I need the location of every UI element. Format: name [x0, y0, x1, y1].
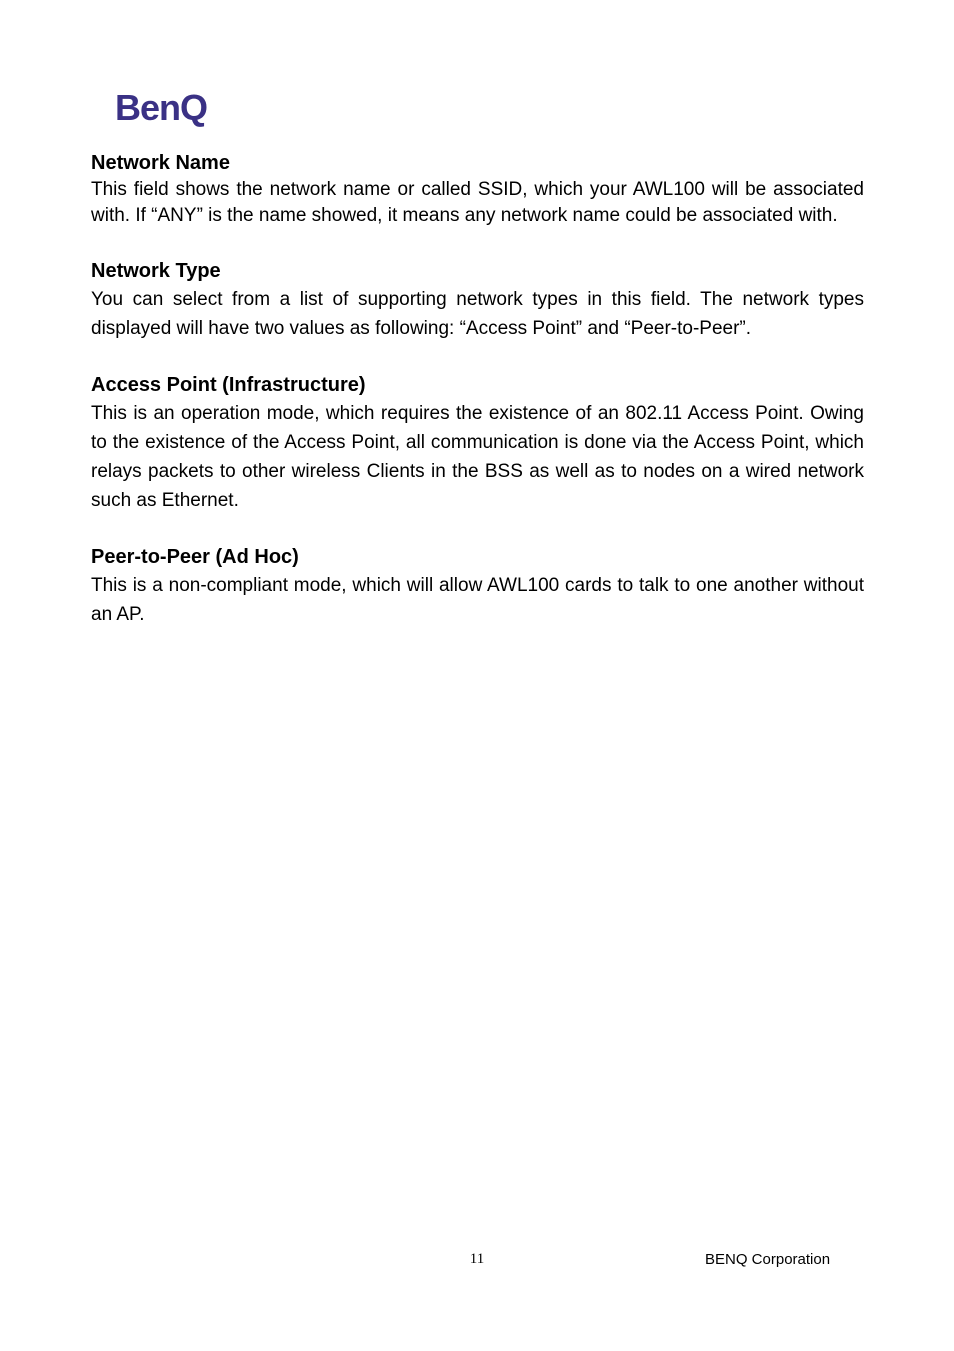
section-paragraph: This is a non-compliant mode, which will allow AWL100 cards to talk to one another without an AP. [91, 575, 864, 625]
benq-logo-icon [115, 88, 235, 128]
benq-logo [115, 88, 235, 128]
section-heading: Access Point (Infrastructure) [91, 374, 366, 396]
section-network-name [91, 150, 864, 229]
document-body [91, 150, 864, 629]
page-number: 11 [469, 1251, 485, 1267]
section-peer-to-peer [91, 544, 864, 629]
footer-company: BENQ Corporation [705, 1251, 831, 1268]
section-heading: Network Type [91, 260, 221, 282]
section-paragraph: You can select from a list of supporting network types in this field. The network types displayed will have two values as following: “Access Point” and “Peer-to-Peer”. [91, 289, 864, 339]
svg-text:BenQ: BenQ [115, 88, 208, 128]
section-access-point [91, 372, 864, 515]
section-network-type [91, 258, 864, 343]
section-paragraph: This is an operation mode, which requires the existence of an 802.11 Access Point. Owing to the existence of the Access Point, all communication is done via the Access Point, which relays packets to other wireless Clients in the BSS as well as to nodes on a wired network such as Ethernet. [91, 403, 864, 511]
section-heading: Network Name [91, 152, 230, 174]
section-paragraph: This field shows the network name or called SSID, which your AWL100 will be associated with. If “ANY” is the name showed, it means any network name could be associated with. [91, 179, 864, 226]
section-heading: Peer-to-Peer (Ad Hoc) [91, 546, 299, 568]
